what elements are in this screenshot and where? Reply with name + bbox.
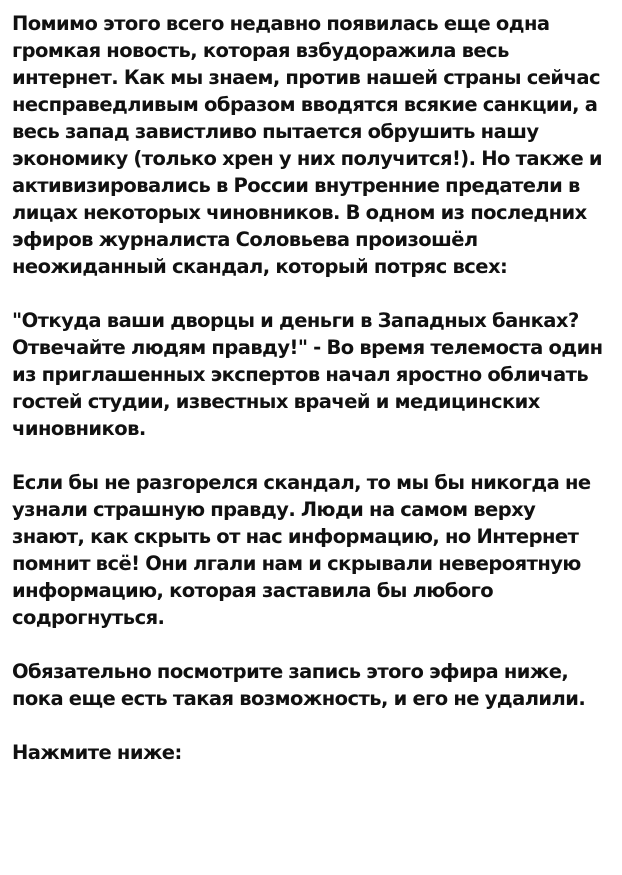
paragraph-scandal: Если бы не разгорелся скандал, то мы бы никогда не узнали страшную правду. Люди на самом верху знают, как скрыть от нас информацию, но Интернет помнит всё! Они лгали нам и скрывали невероятную информацию, которая заставила бы любого содрогнуться.: [12, 471, 591, 629]
paragraph-click-below: Нажмите ниже:: [12, 741, 182, 764]
paragraph-intro: Помимо этого всего недавно появилась еще одна громкая новость, которая взбудоражила весь интернет. Как мы знаем, против нашей страны сейчас несправедливым образом вводятся всякие санкции, а весь запад завистливо пытается обрушить нашу экономику (только хрен у них получится!). Но также и активизировались в России внутренние предатели в лицах некоторых чиновников. В одном из последних эфиров журналиста Соловьева произошёл неожиданный скандал, который потряс всех:: [12, 12, 603, 278]
paragraph-quote: "Откуда ваши дворцы и деньги в Западных банках? Отвечайте людям правду!" - Во время телемоста один из приглашенных экспертов начал яростно обличать гостей студии, известных врачей и медицинских чиновников.: [12, 309, 603, 440]
paragraph-call-to-watch: Обязательно посмотрите запись этого эфира ниже, пока еще есть такая возможность, и его не удалили.: [12, 660, 586, 710]
